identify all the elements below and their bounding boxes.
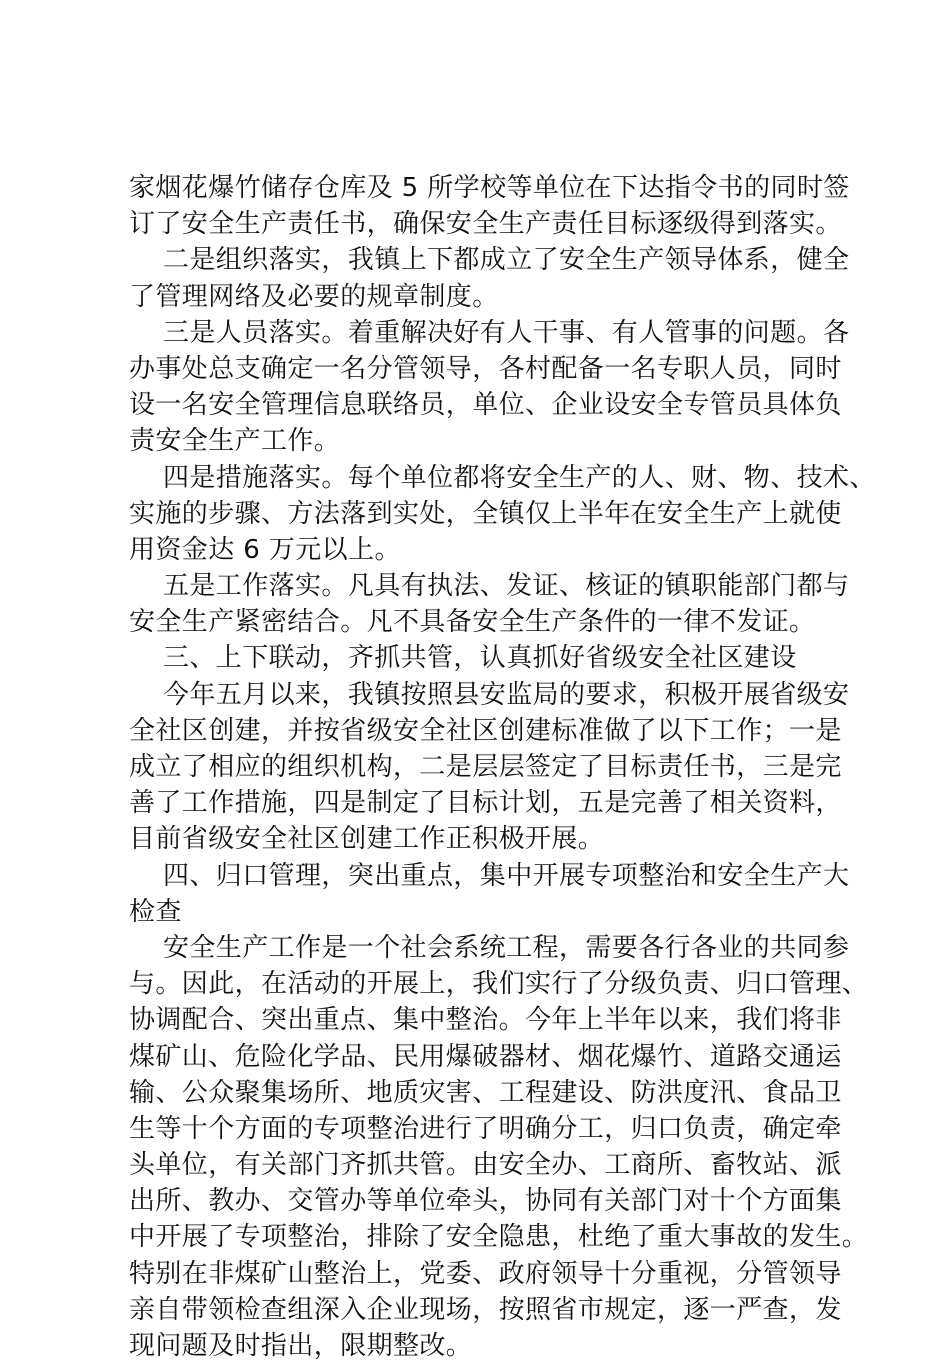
text-line: 责安全生产工作。 <box>129 426 341 457</box>
text-line: 全社区创建，并按省级安全社区创建标准做了以下工作；一是 <box>129 715 842 746</box>
text-line: 安全生产紧密结合。凡不具备安全生产条件的一律不发证。 <box>129 607 816 638</box>
document-body <box>129 170 876 1364</box>
text-line: 亲自带领检查组深入企业现场，按照省市规定，逐一严查，发 <box>129 1294 842 1325</box>
text-line: 用资金达 6 万元以上。 <box>129 534 401 565</box>
paragraph-start-line: 二是组织落实，我镇上下都成立了安全生产领导体系，健全 <box>163 245 850 276</box>
text-line: 现问题及时指出，限期整改。 <box>129 1331 473 1361</box>
paragraph-start-line: 安全生产工作是一个社会系统工程，需要各行各业的共同参 <box>163 932 850 963</box>
section-heading: 三、上下联动，齐抓共管，认真抓好省级安全社区建设 <box>163 643 797 674</box>
paragraph-start-line: 四是措施落实。每个单位都将安全生产的人、财、物、技术、 <box>163 462 876 493</box>
text-line: 办事处总支确定一名分管领导，各村配备一名专职人员，同时 <box>129 353 842 384</box>
text-line: 头单位，有关部门齐抓共管。由安全办、工商所、畜牧站、派 <box>129 1150 842 1181</box>
text-line: 善了工作措施，四是制定了目标计划，五是完善了相关资料， <box>129 788 842 819</box>
text-line: 订了安全生产责任书，确保安全生产责任目标逐级得到落实。 <box>129 209 842 240</box>
text-line: 协调配合、突出重点、集中整治。今年上半年以来，我们将非 <box>129 1005 842 1036</box>
section-heading: 四、归口管理，突出重点，集中开展专项整治和安全生产大 <box>163 860 850 891</box>
text-line: 输、公众聚集场所、地质灾害、工程建设、防洪度汛、食品卫 <box>129 1077 842 1108</box>
text-line: 出所、教办、交管办等单位牵头，协同有关部门对十个方面集 <box>129 1186 842 1217</box>
paragraph-start-line: 今年五月以来，我镇按照县安监局的要求，积极开展省级安 <box>163 679 850 710</box>
section-heading-continued: 检查 <box>129 896 182 927</box>
text-line: 家烟花爆竹储存仓库及 5 所学校等单位在下达指令书的同时签 <box>129 173 850 203</box>
text-line: 实施的步骤、方法落到实处，全镇仅上半年在安全生产上就使 <box>129 498 842 529</box>
text-line: 了管理网络及必要的规章制度。 <box>129 281 499 312</box>
text-line: 中开展了专项整治，排除了安全隐患，杜绝了重大事故的发生。 <box>129 1222 869 1253</box>
text-line: 设一名安全管理信息联络员，单位、企业设安全专管员具体负 <box>129 390 842 421</box>
text-line: 目前省级安全社区创建工作正积极开展。 <box>129 824 605 855</box>
text-line: 特别在非煤矿山整治上，党委、政府领导十分重视，分管领导 <box>129 1258 842 1289</box>
text-line: 煤矿山、危险化学品、民用爆破器材、烟花爆竹、道路交通运 <box>129 1041 842 1072</box>
text-line: 与。因此，在活动的开展上，我们实行了分级负责、归口管理、 <box>129 969 869 1000</box>
text-line: 成立了相应的组织机构，二是层层签定了目标责任书，三是完 <box>129 752 842 782</box>
paragraph-start-line: 五是工作落实。凡具有执法、发证、核证的镇职能部门都与 <box>163 571 850 602</box>
paragraph-start-line: 三是人员落实。着重解决好有人干事、有人管事的问题。各 <box>163 317 850 348</box>
text-line: 生等十个方面的专项整治进行了明确分工，归口负责，确定牵 <box>129 1113 842 1144</box>
